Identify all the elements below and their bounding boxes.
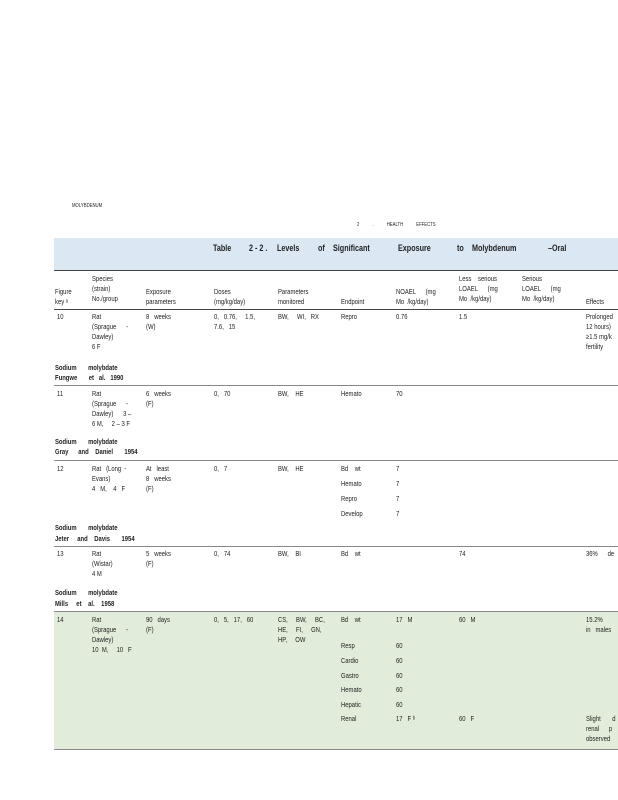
row-highlight xyxy=(54,612,618,749)
row-reference-citation: Gray and Daniel 1954 xyxy=(55,447,138,456)
row-effects: Slight d renal p observed xyxy=(586,714,616,743)
row-effects: 36% de xyxy=(586,549,615,558)
row-species: Rat (Sprague - Dawley) 3 – 6 M, 2 – 3 F xyxy=(92,389,132,428)
row-noael: 70 xyxy=(396,389,403,398)
row-exposure: 90 days (F) xyxy=(146,615,170,634)
row-reference-compound: Sodium molybdate xyxy=(55,437,118,446)
row-noael: 60 xyxy=(396,641,403,650)
row-species: Rat (Sprague - Dawley) 6 F xyxy=(92,312,129,351)
row-noael: 17 F ᵇ xyxy=(396,714,415,723)
col-header-parameters: Parameters monitored xyxy=(278,287,309,306)
row-endpoint: Repro xyxy=(341,494,358,503)
col-header-endpoint: Endpoint xyxy=(341,297,365,306)
row-parameters: CS, BW, BC, HE, FI, GN, HP, OW xyxy=(278,615,325,644)
row-endpoint: Gastro xyxy=(341,671,359,680)
row-endpoint: Hemato xyxy=(341,479,362,488)
row-noael: 7 xyxy=(396,479,400,488)
table-bottom-rule xyxy=(54,749,618,750)
row-reference-compound: Sodium molybdate xyxy=(55,523,118,532)
row-species: Rat (Sprague - Dawley) 10 M, 10 F xyxy=(92,615,132,654)
row-endpoint: Bd wt xyxy=(341,549,361,558)
row-noael: 60 xyxy=(396,656,403,665)
table-title-word: –Oral xyxy=(548,243,567,253)
table-title-word: of xyxy=(318,243,325,253)
row-noael: 7 xyxy=(396,509,400,518)
row-doses: 0, 5, 17, 60 xyxy=(214,615,254,624)
col-header-noael: NOAEL (mg Mo /kg/day) xyxy=(396,287,436,306)
row-doses: 0, 0.76, 1.5, 7.6, 15 xyxy=(214,312,255,331)
table-title-word: Levels xyxy=(277,243,300,253)
row-exposure: 6 weeks (F) xyxy=(146,389,171,408)
row-species: Rat (Wistar) 4 M xyxy=(92,549,113,578)
table-title-word: Molybdenum xyxy=(472,243,517,253)
row-parameters: BW, BI xyxy=(278,549,301,558)
table-title-word: Table xyxy=(213,243,232,253)
header-top-rule xyxy=(54,270,618,271)
row-key: 14 xyxy=(57,615,64,624)
row-exposure: At least 8 weeks (F) xyxy=(146,464,171,493)
col-header-figure-key: Figure key ᵃ xyxy=(55,287,72,306)
row-exposure: 8 weeks (W) xyxy=(146,312,171,331)
row-species: Rat (Long - Evans) 4 M, 4 F xyxy=(92,464,127,493)
row-noael: 60 xyxy=(396,700,403,709)
row-less-serious: 74 xyxy=(459,549,466,558)
row-exposure: 5 weeks (F) xyxy=(146,549,171,568)
row-reference-compound: Sodium molybdate xyxy=(55,363,118,372)
row-divider xyxy=(54,385,618,386)
row-noael: 60 xyxy=(396,671,403,680)
row-key: 12 xyxy=(57,464,64,473)
row-effects: 15.2% in males xyxy=(586,615,612,634)
row-parameters: BW, HE xyxy=(278,389,304,398)
row-noael: 7 xyxy=(396,494,400,503)
row-doses: 0, 7 xyxy=(214,464,228,473)
row-divider xyxy=(54,460,618,461)
col-header-serious: Serious LOAEL (mg Mo /kg/day) xyxy=(522,274,561,303)
col-header-effects: Effects xyxy=(586,297,604,306)
row-endpoint: Bd wt xyxy=(341,615,361,624)
table-title-word: Significant xyxy=(333,243,370,253)
row-reference-citation: Jeter and Davis 1954 xyxy=(55,534,135,543)
row-endpoint: Hepatic xyxy=(341,700,361,709)
row-key: 10 xyxy=(57,312,64,321)
row-endpoint: Develop xyxy=(341,509,363,518)
row-noael: 60 xyxy=(396,685,403,694)
col-header-doses: Doses (mg/kg/day) xyxy=(214,287,246,306)
row-endpoint: Hemato xyxy=(341,685,362,694)
row-noael: 17 M xyxy=(396,615,413,624)
table-title-word: 2 - 2 . xyxy=(249,243,268,253)
col-header-species: Species (strain) No./group xyxy=(92,274,118,303)
row-parameters: BW, HE xyxy=(278,464,304,473)
running-header-section: 2 . HEALTH EFFECTS xyxy=(357,222,436,228)
row-less-serious: 1.5 xyxy=(459,312,468,321)
row-endpoint: Hemato xyxy=(341,389,362,398)
row-divider xyxy=(54,546,618,547)
running-header-left: MOLYBDENUM xyxy=(72,203,103,209)
row-noael: 7 xyxy=(396,464,400,473)
row-key: 13 xyxy=(57,549,64,558)
row-endpoint: Cardio xyxy=(341,656,359,665)
row-key: 11 xyxy=(57,389,64,398)
row-parameters: BW, WI, RX xyxy=(278,312,319,321)
row-doses: 0, 70 xyxy=(214,389,231,398)
row-endpoint: Resp xyxy=(341,641,355,650)
row-endpoint: Bd wt xyxy=(341,464,361,473)
table-title-word: Exposure xyxy=(398,243,431,253)
row-doses: 0, 74 xyxy=(214,549,231,558)
col-header-less-serious: Less serious LOAEL (mg Mo /kg/day) xyxy=(459,274,498,303)
row-effects: Prolonged 12 hours) ≥1.5 mg/k fertility xyxy=(586,312,613,351)
row-endpoint: Renal xyxy=(341,714,357,723)
row-less-serious: 60 M xyxy=(459,615,476,624)
col-header-exposure: Exposure parameters xyxy=(146,287,176,306)
row-endpoint: Repro xyxy=(341,312,358,321)
row-noael: 0.76 xyxy=(396,312,408,321)
row-reference-citation: Fungwe et al. 1990 xyxy=(55,373,124,382)
row-reference-citation: Mills et al. 1958 xyxy=(55,599,115,608)
row-reference-compound: Sodium molybdate xyxy=(55,588,118,597)
table-title-word: to xyxy=(457,243,464,253)
header-bottom-rule xyxy=(54,309,618,310)
row-less-serious: 60 F xyxy=(459,714,475,723)
